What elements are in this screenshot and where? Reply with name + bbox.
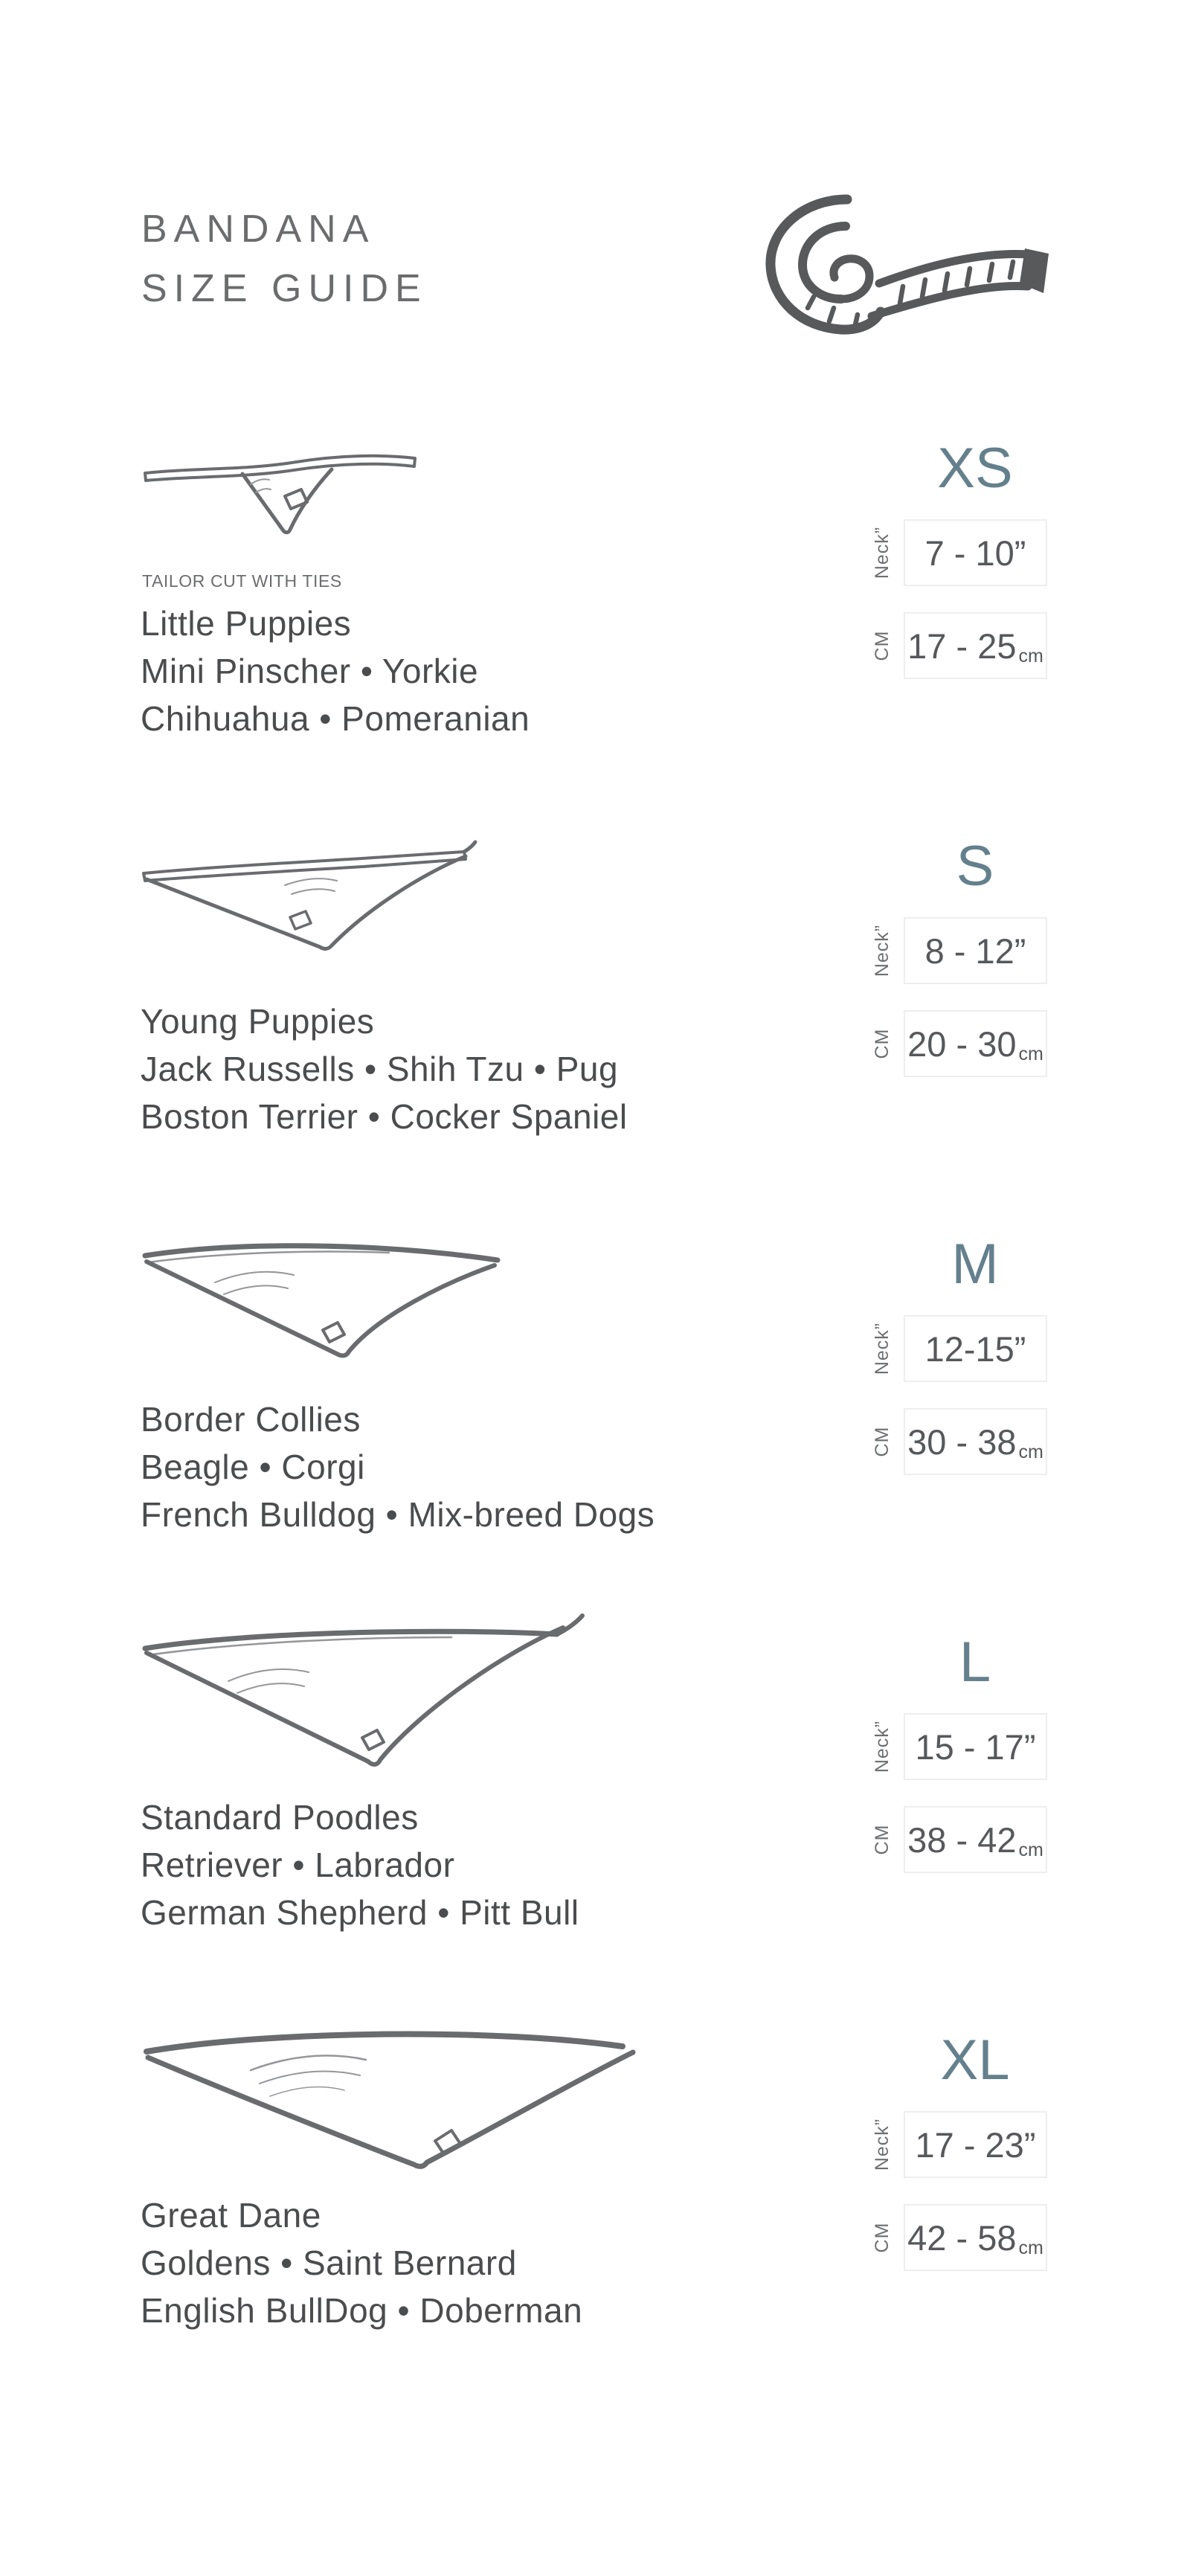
breed-line: Beagle • Corgi (141, 1448, 365, 1486)
neck-cm-box (904, 1806, 1047, 1873)
neck-cm-box (904, 1010, 1047, 1077)
section-l (0, 1631, 1190, 1932)
neck-cm-box (904, 1408, 1047, 1475)
page-title (141, 199, 428, 318)
breed-line: English BullDog • Doberman (141, 2291, 583, 2330)
size-label-l: L (959, 1631, 991, 1694)
breed-list-s (141, 998, 628, 1140)
neck-axis-label: Neck” (872, 924, 892, 977)
breed-line: Border Collies (141, 1400, 361, 1439)
cm-unit-label: cm (1018, 1442, 1043, 1462)
cm-axis-label: CM (872, 2222, 892, 2253)
neck-cm-value: 20 - 30 (907, 1024, 1017, 1064)
neck-inches-box (904, 2111, 1047, 2178)
neck-cm-value: 38 - 42 (907, 1819, 1017, 1860)
tape-measure-icon (757, 187, 1049, 342)
breed-line: Young Puppies (141, 1002, 375, 1041)
bandana-drawing-m-icon (139, 1229, 505, 1382)
neck-inches-value: 7 - 10” (924, 533, 1026, 573)
section-xs (0, 437, 1190, 738)
neck-cm-value: 17 - 25 (907, 626, 1017, 666)
bandana-drawing-xs-icon (139, 443, 422, 534)
neck-axis-label: Neck” (872, 526, 892, 579)
cm-unit-label: cm (1018, 2238, 1043, 2258)
cm-axis-label: CM (872, 1824, 892, 1855)
bandana-drawing-s-icon (139, 841, 485, 957)
breed-list-xs (141, 600, 530, 742)
bandana-drawing-xl-icon (139, 2023, 654, 2177)
cm-unit-label: cm (1018, 646, 1043, 667)
breed-list-xl (141, 2191, 582, 2334)
breed-line: French Bulldog • Mix-breed Dogs (141, 1495, 655, 1534)
neck-axis-label: Neck” (872, 2118, 892, 2171)
breed-line: Mini Pinscher • Yorkie (141, 652, 479, 690)
size-label-xs: XS (937, 437, 1013, 500)
neck-cm-box (904, 612, 1047, 679)
neck-cm-value: 30 - 38 (907, 1422, 1017, 1462)
neck-axis-label: Neck” (872, 1720, 892, 1773)
breed-line: Jack Russells • Shih Tzu • Pug (141, 1050, 619, 1088)
breed-line: Boston Terrier • Cocker Spaniel (141, 1097, 628, 1136)
breed-line: Goldens • Saint Bernard (141, 2243, 517, 2282)
neck-inches-box (904, 519, 1047, 586)
breed-line: Little Puppies (141, 604, 352, 643)
section-m (0, 1233, 1190, 1534)
bandana-drawing-l-icon (139, 1614, 585, 1776)
cm-axis-label: CM (872, 630, 892, 661)
neck-inches-value: 8 - 12” (924, 931, 1026, 971)
breed-list-m (141, 1395, 654, 1538)
neck-inches-value: 12-15” (924, 1329, 1026, 1369)
section-xl (0, 2029, 1190, 2330)
neck-axis-label: Neck” (872, 1322, 892, 1375)
size-label-s: S (956, 835, 994, 898)
neck-cm-box (904, 2204, 1047, 2271)
cm-axis-label: CM (872, 1426, 892, 1457)
tailor-cut-note: TAILOR CUT WITH TIES (142, 571, 342, 591)
breed-list-l (141, 1793, 579, 1936)
cm-axis-label: CM (872, 1028, 892, 1059)
breed-line: German Shepherd • Pitt Bull (141, 1893, 579, 1932)
neck-inches-value: 17 - 23” (915, 2124, 1036, 2165)
cm-unit-label: cm (1018, 1044, 1043, 1064)
cm-unit-label: cm (1018, 1840, 1043, 1860)
neck-inches-box (904, 917, 1047, 984)
neck-inches-box (904, 1315, 1047, 1382)
neck-inches-box (904, 1713, 1047, 1780)
breed-line: Great Dane (141, 2196, 321, 2235)
section-s (0, 835, 1190, 1136)
page-title-line2: SIZE GUIDE (141, 267, 428, 310)
size-label-xl: XL (940, 2029, 1010, 2092)
size-label-m: M (951, 1233, 999, 1296)
breed-line: Chihuahua • Pomeranian (141, 699, 530, 738)
breed-line: Standard Poodles (141, 1798, 419, 1837)
neck-inches-value: 15 - 17” (915, 1727, 1036, 1767)
page-title-line1: BANDANA (141, 208, 376, 251)
breed-line: Retriever • Labrador (141, 1846, 455, 1884)
neck-cm-value: 42 - 58 (907, 2217, 1017, 2258)
